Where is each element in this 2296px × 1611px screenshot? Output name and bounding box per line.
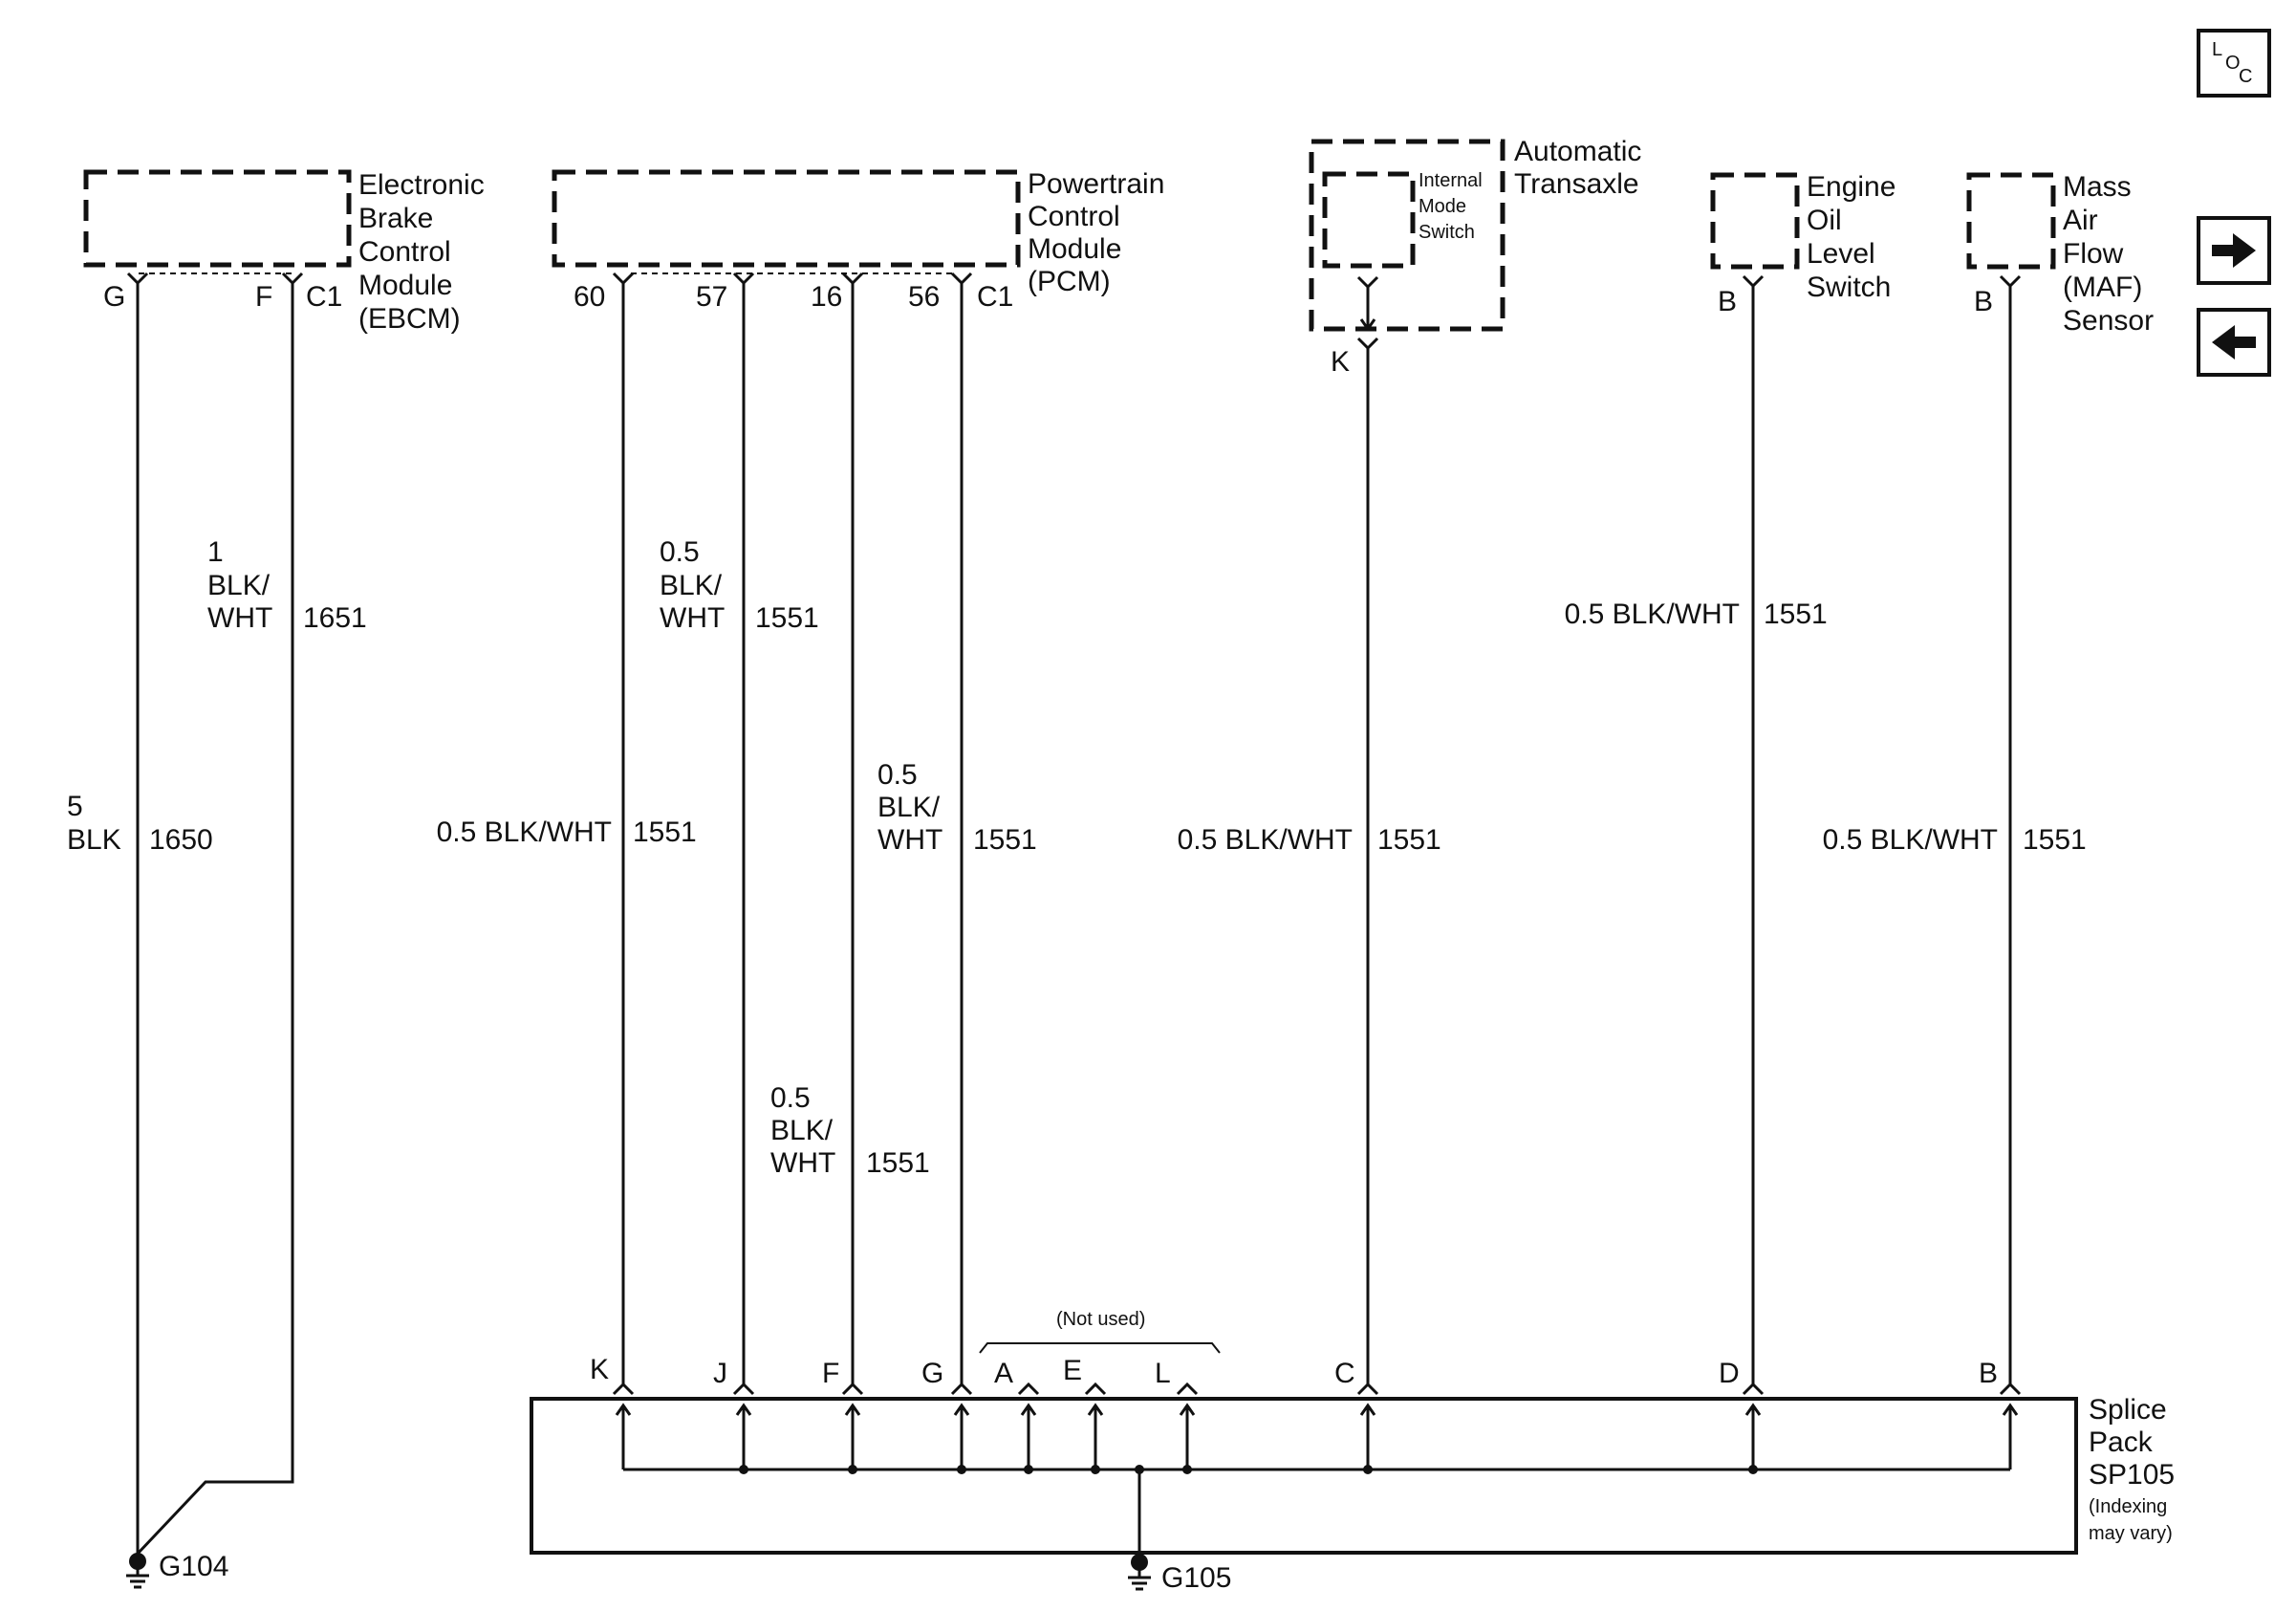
wire-label-color: WHT <box>660 602 726 634</box>
splice-label-2: Pack <box>2089 1426 2153 1458</box>
splice-pin-e: E <box>1063 1355 1083 1386</box>
oil-pin-b: B <box>1718 286 1738 317</box>
splice-note-1: (Indexing <box>2089 1496 2168 1517</box>
wire-label-circuit: 1551 <box>2023 824 2087 856</box>
junction-dot <box>848 1465 857 1474</box>
splice-pin-f: F <box>822 1358 840 1389</box>
pcm-pin-60: 60 <box>574 281 606 313</box>
ground-label: G105 <box>1161 1562 1232 1594</box>
not-used-bracket <box>980 1343 1220 1353</box>
junction-dot <box>1024 1465 1033 1474</box>
maf-label-2: Air <box>2063 205 2098 236</box>
loc-o: O <box>2225 53 2241 74</box>
wire-label-circuit: 1551 <box>973 824 1037 856</box>
wire-label-color: WHT <box>770 1147 836 1179</box>
pcm-label-4: (PCM) <box>1028 266 1111 297</box>
pcm-label-2: Control <box>1028 201 1120 232</box>
wire-label-color: WHT <box>207 602 273 634</box>
splice-pin-b: B <box>1979 1358 1999 1389</box>
pcm-pin-56: 56 <box>908 281 941 313</box>
wire-label-circuit: 1551 <box>633 816 697 848</box>
wire-label-color: BLK/ <box>660 570 723 601</box>
transaxle-pin-k: K <box>1331 346 1351 378</box>
maf-label-5: Sensor <box>2063 305 2155 337</box>
pcm-component <box>554 168 1164 313</box>
wire-label: 0.5 BLK/WHT <box>1564 599 1740 630</box>
connector-symbol <box>734 273 753 283</box>
junction-dot <box>1748 1465 1758 1474</box>
oil-label-3: Level <box>1807 238 1875 270</box>
wire-label-color: BLK/ <box>770 1115 834 1146</box>
oil-level-switch-component <box>1713 171 1895 317</box>
wire-label-circuit: 1551 <box>1764 599 1828 630</box>
junction-dot <box>1182 1465 1192 1474</box>
connector-symbol <box>128 273 147 283</box>
connector-symbol <box>1358 277 1377 287</box>
pcm-pin-16: 16 <box>811 281 843 313</box>
connector-symbol <box>2001 276 2020 286</box>
location-button[interactable] <box>2199 31 2269 96</box>
pcm-connector: C1 <box>977 281 1014 313</box>
wire-label-circuit: 1651 <box>303 602 367 634</box>
ground-g104 <box>126 1551 228 1587</box>
wire-ebcm-f <box>138 283 292 1554</box>
wire-label: 0.5 BLK/WHT <box>436 816 612 848</box>
switch-label-2: Mode <box>1419 196 1467 217</box>
ebcm-pin-f: F <box>255 281 273 313</box>
maf-pin-b: B <box>1974 286 1994 317</box>
connector-symbol <box>283 273 302 283</box>
connector-symbol <box>1744 276 1763 286</box>
junction-dot <box>1091 1465 1100 1474</box>
splice-pack <box>531 1309 2175 1558</box>
splice-label-1: Splice <box>2089 1394 2167 1426</box>
splice-pin-c: C <box>1334 1358 1355 1389</box>
ebcm-component <box>86 169 485 335</box>
wire-label-color: WHT <box>877 824 943 856</box>
loc-l: L <box>2212 39 2223 60</box>
maf-sensor-component <box>1969 171 2154 337</box>
junction-dot <box>957 1465 966 1474</box>
wire-label-gauge: 0.5 <box>877 759 918 791</box>
oil-label-1: Engine <box>1807 171 1896 203</box>
connector-symbol <box>1358 338 1377 348</box>
splice-pin-l: L <box>1155 1358 1171 1389</box>
ebcm-label-4: Module <box>358 270 453 301</box>
transaxle-component <box>1311 136 1641 378</box>
ground-label: G104 <box>159 1551 229 1582</box>
junction-dot <box>1363 1465 1373 1474</box>
splice-pin-k: K <box>590 1354 610 1385</box>
ebcm-label-5: (EBCM) <box>358 303 461 335</box>
wire-label-gauge: 0.5 <box>660 536 700 568</box>
wire-label-color: BLK <box>67 824 121 856</box>
oil-label-4: Switch <box>1807 272 1892 303</box>
wire-label-circuit: 1551 <box>755 602 819 634</box>
wire-label-color: BLK/ <box>877 792 941 823</box>
pcm-label-1: Powertrain <box>1028 168 1165 200</box>
pcm-label-3: Module <box>1028 233 1122 265</box>
transaxle-label-2: Transaxle <box>1514 168 1639 200</box>
ground-g105 <box>1128 1554 1231 1594</box>
maf-label-4: (MAF) <box>2063 272 2143 303</box>
junction-dot <box>1135 1465 1144 1474</box>
wire-label-circuit: 1650 <box>149 824 213 856</box>
maf-label-1: Mass <box>2063 171 2132 203</box>
splice-note-2: may vary) <box>2089 1523 2173 1544</box>
ebcm-label-3: Control <box>358 236 451 268</box>
wire-label-gauge: 1 <box>207 536 224 568</box>
maf-label-3: Flow <box>2063 238 2124 270</box>
ebcm-label-2: Brake <box>358 203 434 234</box>
connector-symbol <box>843 273 862 283</box>
wire-label-color: BLK/ <box>207 570 271 601</box>
switch-label-1: Internal <box>1419 170 1483 191</box>
splice-pin-d: D <box>1719 1358 1740 1389</box>
loc-c: C <box>2239 66 2253 87</box>
previous-page-button[interactable] <box>2199 310 2269 375</box>
wire-label-gauge: 0.5 <box>770 1082 811 1114</box>
not-used-label: (Not used) <box>1056 1309 1146 1330</box>
splice-pin-a: A <box>994 1358 1014 1389</box>
ebcm-pin-g: G <box>103 281 126 313</box>
ebcm-connector: C1 <box>306 281 343 313</box>
pcm-pin-57: 57 <box>696 281 728 313</box>
next-page-button[interactable] <box>2199 218 2269 283</box>
junction-dot <box>739 1465 748 1474</box>
splice-pin-j: J <box>713 1358 727 1389</box>
wire-label-circuit: 1551 <box>1377 824 1441 856</box>
connector-symbol <box>614 273 633 283</box>
wire-label: 0.5 BLK/WHT <box>1177 824 1353 856</box>
ebcm-label-1: Electronic <box>358 169 485 201</box>
wire-label: 0.5 BLK/WHT <box>1822 824 1998 856</box>
oil-label-2: Oil <box>1807 205 1842 236</box>
connector-symbol <box>952 273 971 283</box>
splice-label-3: SP105 <box>2089 1459 2176 1491</box>
splice-pin-g: G <box>921 1358 944 1389</box>
wire-label-gauge: 5 <box>67 791 83 822</box>
switch-label-3: Switch <box>1419 222 1475 243</box>
wire-label-circuit: 1551 <box>866 1147 930 1179</box>
transaxle-label-1: Automatic <box>1514 136 1642 167</box>
